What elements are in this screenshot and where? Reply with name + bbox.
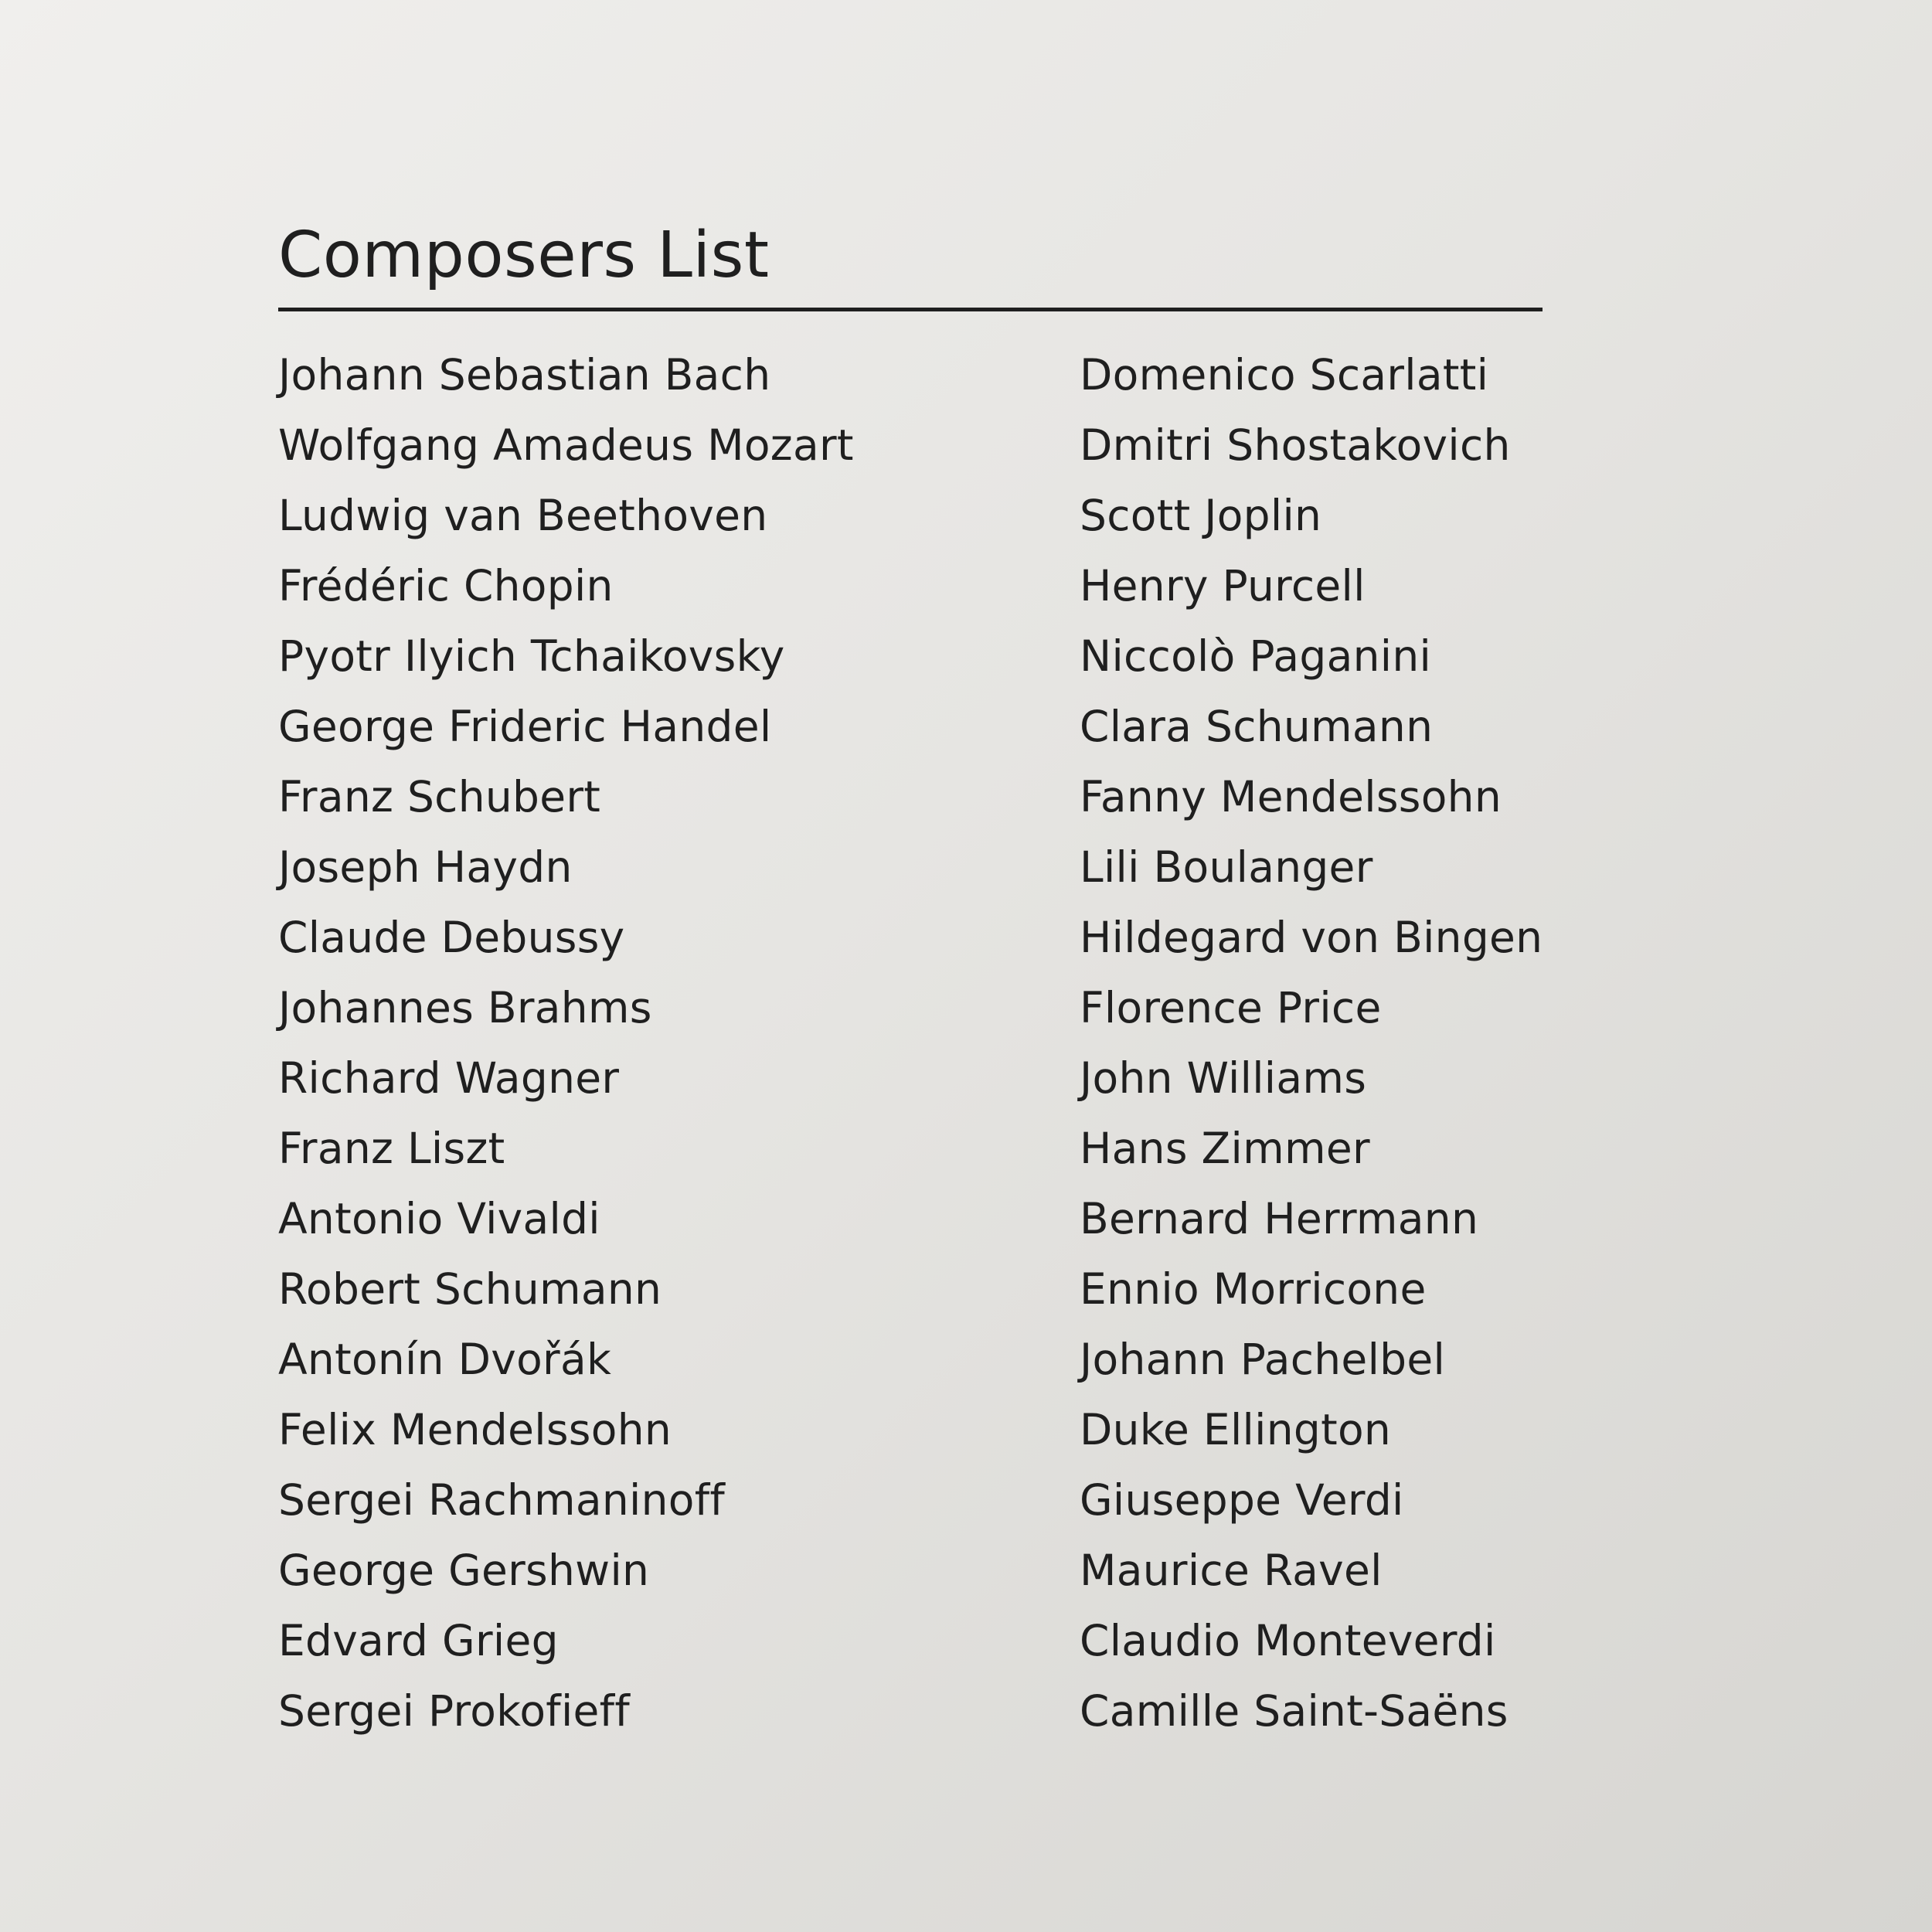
composer-item: Bernard Herrmann [1080,1194,1479,1243]
composer-item: Johann Pachelbel [1080,1335,1446,1384]
composer-item: George Frideric Handel [278,702,772,751]
composer-item: Giuseppe Verdi [1080,1475,1404,1525]
composer-item: Richard Wagner [278,1053,620,1103]
composer-item: Scott Joplin [1080,491,1322,540]
composer-item: Fanny Mendelssohn [1080,772,1502,821]
composer-item: Joseph Haydn [278,842,573,892]
composer-item: Florence Price [1080,983,1382,1032]
composer-item: Edvard Grieg [278,1616,559,1665]
composer-item: Frédéric Chopin [278,561,614,611]
composer-item: Claude Debussy [278,913,625,962]
composer-item: Dmitri Shostakovich [1080,420,1511,470]
composer-columns [278,345,1543,1752]
composer-item: Claudio Monteverdi [1080,1616,1496,1665]
composer-list-right [1080,345,1543,1752]
composer-item: Lili Boulanger [1080,842,1373,892]
composers-document [278,219,1543,1752]
composer-item: Johann Sebastian Bach [278,350,771,400]
composer-item: Ennio Morricone [1080,1264,1427,1314]
composer-item: Domenico Scarlatti [1080,350,1489,400]
composer-item: Maurice Ravel [1080,1546,1383,1595]
composer-item: Johannes Brahms [278,983,652,1032]
composer-item: John Williams [1080,1053,1367,1103]
composer-item: Robert Schumann [278,1264,662,1314]
composer-item: Sergei Rachmaninoff [278,1475,726,1525]
composer-item: Sergei Prokofieff [278,1686,631,1736]
composer-item: Franz Liszt [278,1124,505,1173]
composer-item: Wolfgang Amadeus Mozart [278,420,854,470]
composer-list-left [278,345,1080,1752]
composer-item: Antonín Dvořák [278,1335,612,1384]
composer-item: Clara Schumann [1080,702,1434,751]
composer-item: Camille Saint-Saëns [1080,1686,1509,1736]
composer-item: Duke Ellington [1080,1405,1392,1454]
composer-item: Ludwig van Beethoven [278,491,768,540]
composer-item: Niccolò Paganini [1080,631,1432,681]
composer-item: Felix Mendelssohn [278,1405,672,1454]
composer-item: Pyotr Ilyich Tchaikovsky [278,631,785,681]
composer-item: Franz Schubert [278,772,601,821]
composer-item: George Gershwin [278,1546,650,1595]
composer-item: Hans Zimmer [1080,1124,1370,1173]
composer-item: Antonio Vivaldi [278,1194,600,1243]
page-title: Composers List [278,224,1543,311]
composer-item: Henry Purcell [1080,561,1366,611]
composer-item: Hildegard von Bingen [1080,913,1543,962]
